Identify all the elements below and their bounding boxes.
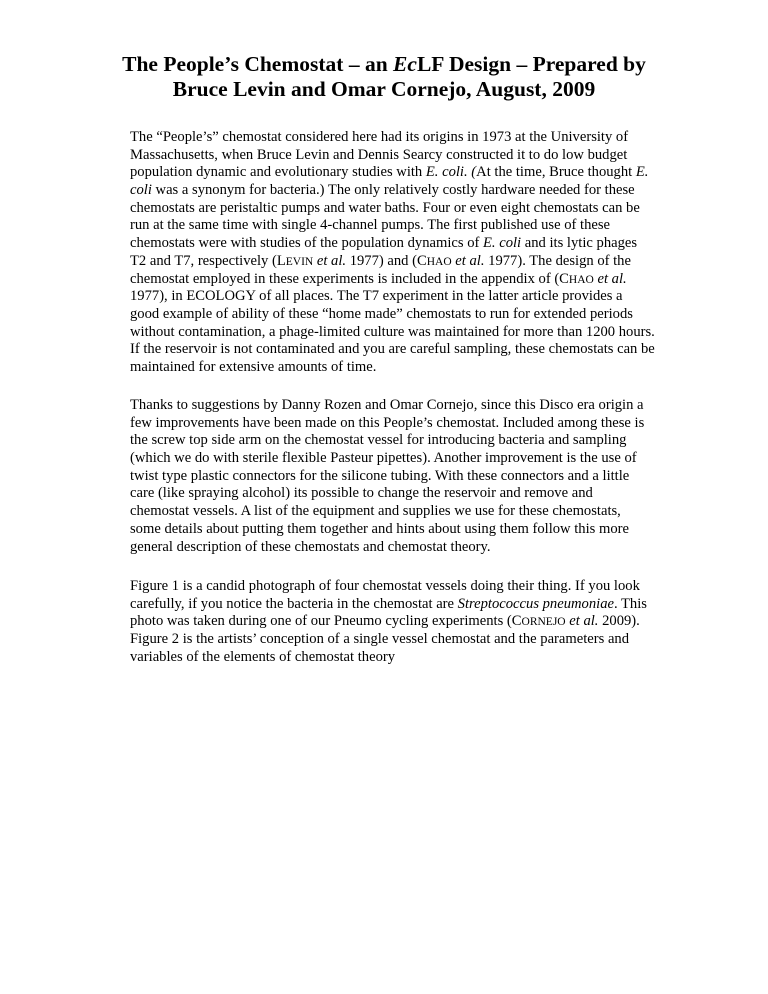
text-line: chemostat employed in these experiments is included in the appendix of (CHAO et al.	[130, 270, 627, 287]
paragraph-figures	[130, 578, 660, 666]
text-line: chemostat vessels. A list of the equipment and supplies we use for these chemostats,	[130, 503, 621, 520]
text-line: chemostats are peristaltic pumps and water baths. Four or even eight chemostats can be	[130, 199, 640, 216]
text-line: Figure 2 is the artists’ conception of a single vessel chemostat and the parameters and	[130, 631, 630, 648]
text-line: photo was taken during one of our Pneumo cycling experiments (CORNEJO et al. 2009).	[130, 613, 640, 630]
text-line: population dynamic and evolutionary studies with E. coli. (At the time, Bruce thought E.	[130, 164, 649, 181]
text-line: T2 and T7, respectively (LEVIN et al. 1977) and (CHAO et al. 1977). The design of the	[130, 252, 631, 269]
paragraph-improvements	[130, 397, 660, 556]
paragraph-intro	[130, 129, 660, 377]
text-line: twist type plastic connectors for the silicone tubing. With these connectors and a little	[130, 467, 630, 484]
title-line-1: The People’s Chemostat – an EcLF Design – Prepared by	[122, 52, 646, 76]
text-line: If the reservoir is not contaminated and you are careful sampling, these chemostats can be	[130, 341, 655, 358]
text-line: few improvements have been made on this People’s chemostat. Included among these is	[130, 414, 645, 431]
text-line: without contamination, a phage-limited culture was maintained for more than 1200 hours.	[130, 323, 655, 340]
text-line: Figure 1 is a candid photograph of four chemostat vessels doing their thing. If you look	[130, 578, 640, 594]
text-line: chemostats were with studies of the population dynamics of E. coli and its lytic phages	[130, 235, 638, 252]
text-line: Massachusetts, when Bruce Levin and Dennis Searcy constructed it to do low budget	[130, 146, 628, 163]
text-line: Thanks to suggestions by Danny Rozen and Omar Cornejo, since this Disco era origin a	[130, 397, 644, 413]
text-line: some details about putting them together and hints about using them follow this more	[130, 520, 629, 537]
text-line: 1977), in ECOLOGY of all places. The T7 experiment in the latter article provides a	[130, 288, 623, 305]
text-line: care (like spraying alcohol) its possible to change the reservoir and remove and	[130, 485, 593, 502]
text-line: The “People’s” chemostat considered here had its origins in 1973 at the University of	[130, 129, 629, 145]
document-title	[120, 52, 648, 102]
text-line: coli was a synonym for bacteria.) The only relatively costly hardware needed for these	[130, 182, 635, 199]
text-line: the screw top side arm on the chemostat vessel for introducing bacteria and sampling	[130, 432, 627, 449]
text-line: (which we do with sterile flexible Pasteur pipettes). Another improvement is the use of	[130, 450, 637, 467]
text-line: carefully, if you notice the bacteria in the chemostat are Streptococcus pneumoniae. This	[130, 595, 647, 612]
title-line-2: Bruce Levin and Omar Cornejo, August, 2009	[172, 77, 596, 101]
text-line: general description of these chemostats and chemostat theory.	[130, 538, 491, 555]
text-line: run at the same time with single 4-channel pumps. The first published use of these	[130, 217, 611, 234]
text-line: variables of the elements of chemostat theory	[130, 648, 396, 665]
text-line: good example of ability of these “home made” chemostats to run for extended periods	[130, 305, 633, 322]
text-line: maintained for extensive amounts of time.	[130, 358, 377, 375]
